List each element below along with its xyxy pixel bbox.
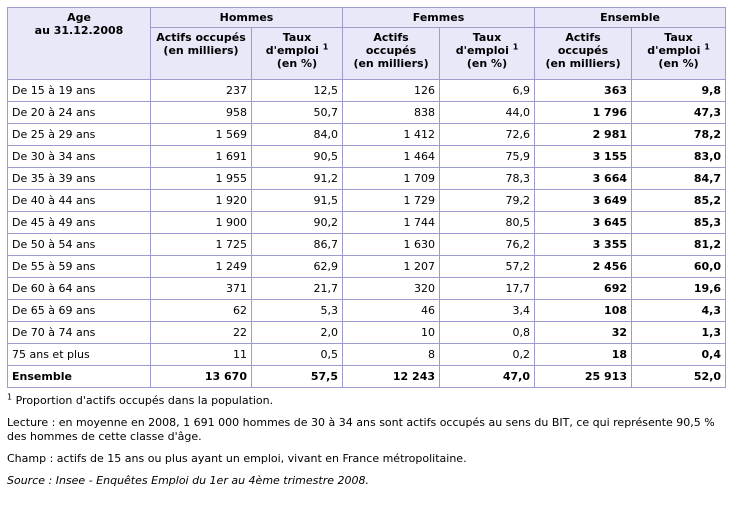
subheader-taux xyxy=(440,28,535,80)
table-row xyxy=(8,278,726,300)
footnote-marker: 1 xyxy=(322,42,329,52)
femmes-taux-cell: 44,0 xyxy=(440,102,535,124)
total-hommes-actifs-cell: 13 670 xyxy=(151,366,252,388)
hommes-actifs-cell: 371 xyxy=(151,278,252,300)
ensemble-taux-cell: 85,2 xyxy=(632,190,726,212)
age-cell: De 45 à 49 ans xyxy=(8,212,151,234)
ensemble-actifs-cell: 3 155 xyxy=(535,146,632,168)
ensemble-taux-cell: 60,0 xyxy=(632,256,726,278)
age-cell: De 70 à 74 ans xyxy=(8,322,151,344)
subheader-taux-line3: (en %) xyxy=(276,57,318,70)
table-row xyxy=(8,256,726,278)
group-header-femmes: Femmes xyxy=(343,8,535,28)
ensemble-taux-cell: 81,2 xyxy=(632,234,726,256)
femmes-actifs-cell: 10 xyxy=(343,322,440,344)
table-row xyxy=(8,80,726,102)
hommes-taux-cell: 91,2 xyxy=(252,168,343,190)
femmes-actifs-cell: 320 xyxy=(343,278,440,300)
hommes-actifs-cell: 958 xyxy=(151,102,252,124)
age-cell: De 35 à 39 ans xyxy=(8,168,151,190)
ensemble-actifs-cell: 18 xyxy=(535,344,632,366)
femmes-taux-cell: 72,6 xyxy=(440,124,535,146)
ensemble-actifs-cell: 108 xyxy=(535,300,632,322)
hommes-actifs-cell: 1 249 xyxy=(151,256,252,278)
hommes-taux-cell: 91,5 xyxy=(252,190,343,212)
hommes-taux-cell: 50,7 xyxy=(252,102,343,124)
hommes-taux-cell: 90,5 xyxy=(252,146,343,168)
age-cell: 75 ans et plus xyxy=(8,344,151,366)
subheader-actifs-line1: Actifs occupés xyxy=(365,31,417,57)
femmes-taux-cell: 3,4 xyxy=(440,300,535,322)
femmes-actifs-cell: 838 xyxy=(343,102,440,124)
ensemble-taux-cell: 0,4 xyxy=(632,344,726,366)
group-header-ensemble: Ensemble xyxy=(535,8,726,28)
femmes-actifs-cell: 1 630 xyxy=(343,234,440,256)
age-cell: De 50 à 54 ans xyxy=(8,234,151,256)
hommes-actifs-cell: 1 725 xyxy=(151,234,252,256)
hommes-actifs-cell: 62 xyxy=(151,300,252,322)
ensemble-taux-cell: 9,8 xyxy=(632,80,726,102)
footnote-number: 1 xyxy=(7,392,13,402)
ensemble-taux-cell: 19,6 xyxy=(632,278,726,300)
hommes-taux-cell: 84,0 xyxy=(252,124,343,146)
femmes-taux-cell: 57,2 xyxy=(440,256,535,278)
footnote xyxy=(7,394,725,408)
hommes-taux-cell: 62,9 xyxy=(252,256,343,278)
ensemble-taux-cell: 85,3 xyxy=(632,212,726,234)
footnote-marker: 1 xyxy=(512,42,519,52)
total-label-cell: Ensemble xyxy=(8,366,151,388)
femmes-taux-cell: 0,8 xyxy=(440,322,535,344)
femmes-actifs-cell: 1 412 xyxy=(343,124,440,146)
footnote-marker: 1 xyxy=(704,42,710,52)
table-row xyxy=(8,322,726,344)
subheader-actifs-line1: Actifs occupés xyxy=(156,31,246,44)
ensemble-actifs-cell: 692 xyxy=(535,278,632,300)
age-cell: De 40 à 44 ans xyxy=(8,190,151,212)
hommes-actifs-cell: 1 569 xyxy=(151,124,252,146)
age-header-line1: Age xyxy=(67,11,91,24)
age-cell: De 20 à 24 ans xyxy=(8,102,151,124)
femmes-taux-cell: 17,7 xyxy=(440,278,535,300)
femmes-actifs-cell: 126 xyxy=(343,80,440,102)
header-row-groups xyxy=(8,8,726,28)
ensemble-actifs-cell: 2 981 xyxy=(535,124,632,146)
subheader-taux-line3: (en %) xyxy=(658,57,699,70)
subheader-actifs-line2: (en milliers) xyxy=(353,57,429,70)
femmes-taux-cell: 76,2 xyxy=(440,234,535,256)
age-cell: De 30 à 34 ans xyxy=(8,146,151,168)
age-cell: De 55 à 59 ans xyxy=(8,256,151,278)
employment-table xyxy=(7,7,726,388)
hommes-actifs-cell: 1 691 xyxy=(151,146,252,168)
age-header xyxy=(8,8,151,80)
ensemble-actifs-cell: 32 xyxy=(535,322,632,344)
footnote-text: Proportion d'actifs occupés dans la population. xyxy=(15,394,274,407)
ensemble-actifs-cell: 2 456 xyxy=(535,256,632,278)
hommes-actifs-cell: 22 xyxy=(151,322,252,344)
table-row xyxy=(8,234,726,256)
age-cell: De 65 à 69 ans xyxy=(8,300,151,322)
subheader-taux xyxy=(632,28,726,80)
subheader-taux-line1: Taux xyxy=(664,31,693,44)
subheader-taux-line1: Taux xyxy=(282,31,312,44)
hommes-taux-cell: 2,0 xyxy=(252,322,343,344)
femmes-actifs-cell: 46 xyxy=(343,300,440,322)
ensemble-taux-cell: 4,3 xyxy=(632,300,726,322)
ensemble-taux-cell: 78,2 xyxy=(632,124,726,146)
total-row xyxy=(8,366,726,388)
lecture-note: Lecture : en moyenne en 2008, 1 691 000 hommes de 30 à 34 ans sont actifs occupés au sens du BIT, ce qui représente 90,5 % des hommes de cette classe d'âge. xyxy=(7,416,715,443)
femmes-actifs-cell: 1 709 xyxy=(343,168,440,190)
ensemble-actifs-cell: 363 xyxy=(535,80,632,102)
subheader-actifs-line1: Actifs occupés xyxy=(557,31,609,57)
ensemble-taux-cell: 84,7 xyxy=(632,168,726,190)
hommes-actifs-cell: 237 xyxy=(151,80,252,102)
subheader-taux-line3: (en %) xyxy=(466,57,508,70)
hommes-taux-cell: 5,3 xyxy=(252,300,343,322)
total-hommes-taux-cell: 57,5 xyxy=(252,366,343,388)
ensemble-actifs-cell: 3 664 xyxy=(535,168,632,190)
hommes-taux-cell: 21,7 xyxy=(252,278,343,300)
femmes-taux-cell: 79,2 xyxy=(440,190,535,212)
hommes-taux-cell: 0,5 xyxy=(252,344,343,366)
hommes-actifs-cell: 11 xyxy=(151,344,252,366)
table-row xyxy=(8,124,726,146)
hommes-actifs-cell: 1 920 xyxy=(151,190,252,212)
table-row xyxy=(8,212,726,234)
femmes-taux-cell: 0,2 xyxy=(440,344,535,366)
total-femmes-taux-cell: 47,0 xyxy=(440,366,535,388)
ensemble-taux-cell: 1,3 xyxy=(632,322,726,344)
table-row xyxy=(8,146,726,168)
femmes-actifs-cell: 1 207 xyxy=(343,256,440,278)
subheader-taux xyxy=(252,28,343,80)
age-cell: De 25 à 29 ans xyxy=(8,124,151,146)
subheader-actifs xyxy=(151,28,252,80)
femmes-actifs-cell: 1 744 xyxy=(343,212,440,234)
total-ensemble-actifs-cell: 25 913 xyxy=(535,366,632,388)
subheader-actifs-line2: (en milliers) xyxy=(545,57,621,70)
femmes-actifs-cell: 8 xyxy=(343,344,440,366)
ensemble-taux-cell: 83,0 xyxy=(632,146,726,168)
femmes-taux-cell: 80,5 xyxy=(440,212,535,234)
table-row xyxy=(8,190,726,212)
ensemble-actifs-cell: 3 355 xyxy=(535,234,632,256)
subheader-actifs-line2: (en milliers) xyxy=(163,44,239,57)
table-row xyxy=(8,102,726,124)
ensemble-actifs-cell: 3 649 xyxy=(535,190,632,212)
femmes-actifs-cell: 1 729 xyxy=(343,190,440,212)
hommes-taux-cell: 86,7 xyxy=(252,234,343,256)
subheader-actifs xyxy=(343,28,440,80)
total-ensemble-taux-cell: 52,0 xyxy=(632,366,726,388)
hommes-actifs-cell: 1 900 xyxy=(151,212,252,234)
subheader-taux-line2: d'emploi xyxy=(455,44,509,57)
champ-note: Champ : actifs de 15 ans ou plus ayant un emploi, vivant en France métropolitaine. xyxy=(7,452,467,465)
subheader-taux-line2: d'emploi xyxy=(265,44,319,57)
subheader-actifs xyxy=(535,28,632,80)
total-femmes-actifs-cell: 12 243 xyxy=(343,366,440,388)
subheader-taux-line1: Taux xyxy=(472,31,502,44)
group-header-hommes: Hommes xyxy=(151,8,343,28)
age-header-line2: au 31.12.2008 xyxy=(34,24,124,37)
age-cell: De 15 à 19 ans xyxy=(8,80,151,102)
age-cell: De 60 à 64 ans xyxy=(8,278,151,300)
table-notes xyxy=(7,394,725,488)
subheader-taux-line2: d'emploi xyxy=(647,44,701,57)
ensemble-actifs-cell: 3 645 xyxy=(535,212,632,234)
femmes-taux-cell: 75,9 xyxy=(440,146,535,168)
hommes-taux-cell: 12,5 xyxy=(252,80,343,102)
page xyxy=(7,7,725,496)
femmes-actifs-cell: 1 464 xyxy=(343,146,440,168)
table-row xyxy=(8,168,726,190)
table-row xyxy=(8,344,726,366)
ensemble-taux-cell: 47,3 xyxy=(632,102,726,124)
table-row xyxy=(8,300,726,322)
source-note: Source : Insee - Enquêtes Emploi du 1er au 4ème trimestre 2008. xyxy=(7,474,369,487)
femmes-taux-cell: 78,3 xyxy=(440,168,535,190)
hommes-taux-cell: 90,2 xyxy=(252,212,343,234)
femmes-taux-cell: 6,9 xyxy=(440,80,535,102)
hommes-actifs-cell: 1 955 xyxy=(151,168,252,190)
ensemble-actifs-cell: 1 796 xyxy=(535,102,632,124)
